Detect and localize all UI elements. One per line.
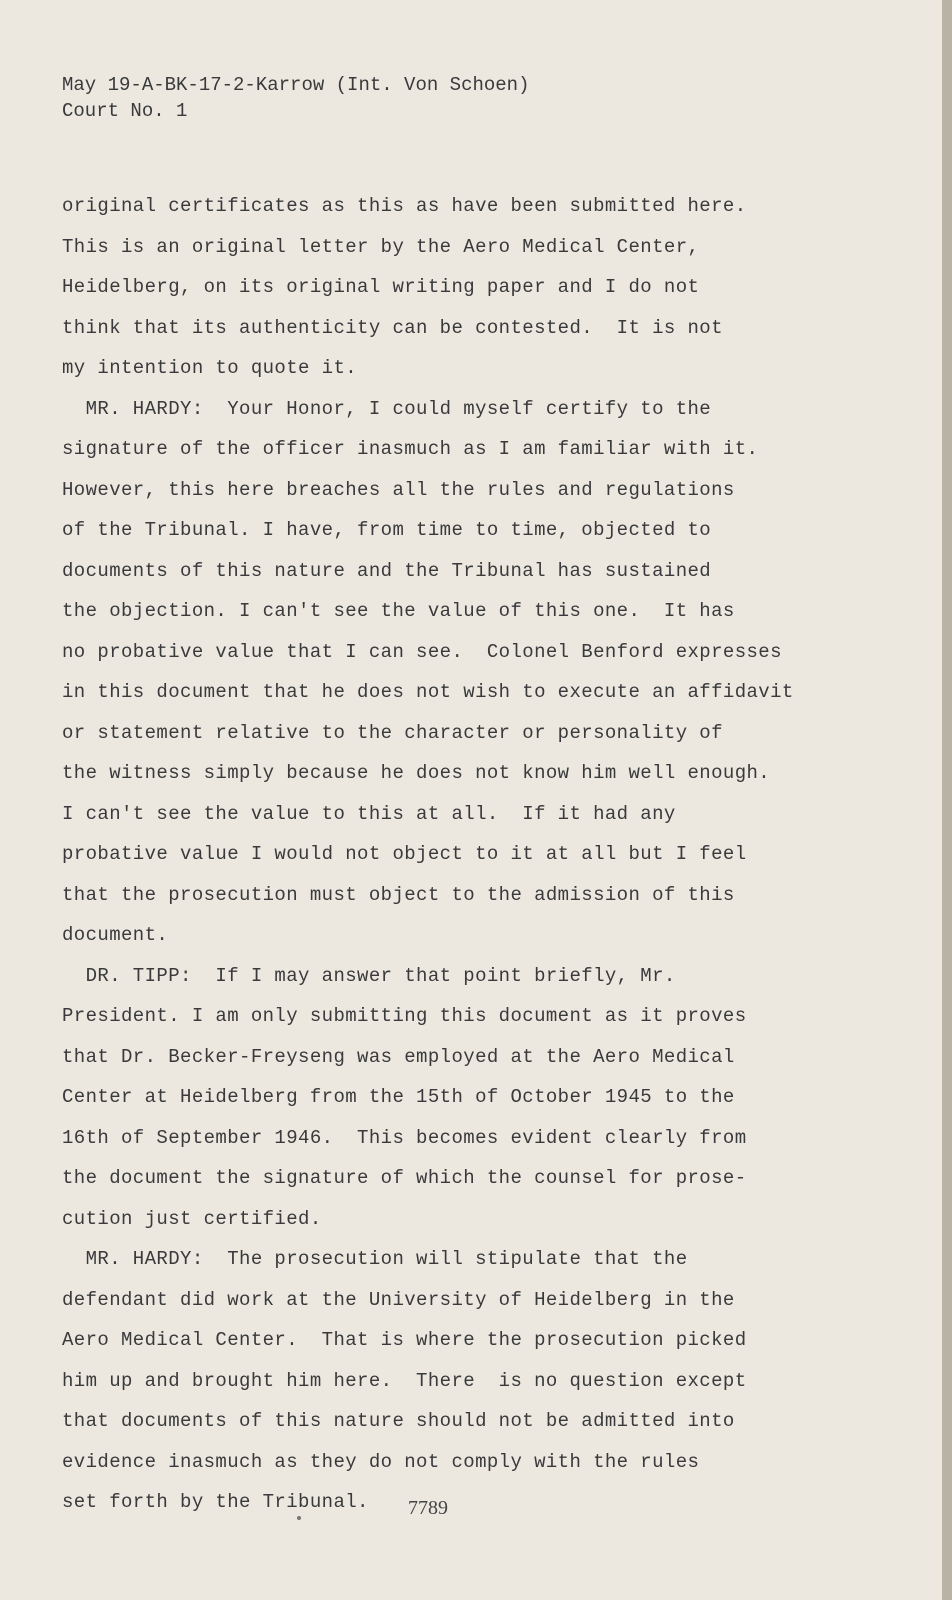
transcript-line: the document the signature of which the counsel for prose-: [62, 1167, 747, 1189]
transcript-line: the witness simply because he does not know him well enough.: [62, 762, 771, 784]
transcript-line: that the prosecution must object to the admission of this: [62, 883, 735, 906]
stray-mark: [297, 1516, 301, 1520]
transcript-line: or statement relative to the character or personality of: [62, 721, 723, 744]
transcript-line: no probative value that I can see. Colonel Benford expresses: [62, 640, 782, 663]
page-edge: [942, 0, 952, 1600]
transcript-line: my intention to quote it.: [62, 357, 358, 379]
transcript-line: Center at Heidelberg from the 15th of October 1945 to the: [62, 1086, 735, 1108]
transcript-line: him up and brought him here. There is no question except: [62, 1369, 747, 1392]
transcript-line: think that its authenticity can be contested. It is not: [62, 316, 723, 339]
transcript-line: the objection. I can't see the value of this one. It has: [62, 600, 735, 622]
transcript-line: probative value I would not object to it at all but I feel: [62, 843, 747, 865]
transcript-line: I can't see the value to this at all. If it had any: [62, 802, 676, 825]
transcript-line: This is an original letter by the Aero Medical Center,: [62, 235, 700, 258]
transcript-line: Aero Medical Center. That is where the prosecution picked: [62, 1329, 747, 1351]
header-session-line: May 19-A-BK-17-2-Karrow (Int. Von Schoen): [62, 74, 530, 96]
transcript-line: MR. HARDY: The prosecution will stipulate that the: [62, 1248, 688, 1270]
transcript-line: Heidelberg, on its original writing paper and I do not: [62, 276, 700, 298]
transcript-line: documents of this nature and the Tribunal has sustained: [62, 559, 712, 582]
transcript-line: DR. TIPP: If I may answer that point briefly, Mr.: [62, 964, 676, 987]
transcript-line: original certificates as this as have been submitted here.: [62, 195, 747, 217]
transcript-line: 16th of September 1946. This becomes evident clearly from: [62, 1126, 747, 1149]
header-court-line: Court No. 1: [62, 100, 188, 122]
document-header: [62, 72, 529, 124]
transcript-line: defendant did work at the University of Heidelberg in the: [62, 1288, 735, 1311]
transcript-line: cution just certified.: [62, 1207, 322, 1230]
transcript-line: MR. HARDY: Your Honor, I could myself certify to the: [62, 397, 712, 420]
transcript-line: that Dr. Becker-Freyseng was employed at the Aero Medical: [62, 1045, 735, 1068]
transcript-line: that documents of this nature should not be admitted into: [62, 1410, 735, 1432]
page-number: 7789: [408, 1497, 448, 1519]
transcript-body: [62, 186, 842, 1523]
transcript-line: in this document that he does not wish to execute an affidavit: [62, 681, 794, 703]
transcript-line: President. I am only submitting this document as it proves: [62, 1005, 747, 1027]
transcript-line: of the Tribunal. I have, from time to time, objected to: [62, 519, 712, 541]
transcript-line: set forth by the Tribunal.: [62, 1491, 369, 1513]
transcript-line: signature of the officer inasmuch as I am familiar with it.: [62, 438, 759, 460]
transcript-line: document.: [62, 924, 169, 946]
transcript-line: evidence inasmuch as they do not comply with the rules: [62, 1450, 700, 1473]
transcript-line: However, this here breaches all the rules and regulations: [62, 478, 735, 501]
